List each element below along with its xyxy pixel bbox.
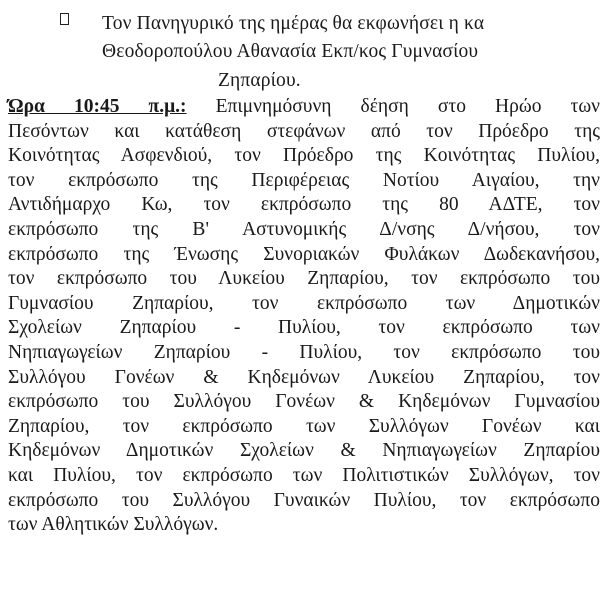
bullet-line-1: Τον Πανηγυρικό της ημέρας θα εκφωνήσει η κα — [102, 13, 485, 34]
time-label: Ώρα 10:45 π.μ.: — [8, 96, 187, 117]
paragraph-line: Κηδεμόνων Δημοτικών Σχολείων & Νηπιαγωγείων Ζηπαρίου — [8, 440, 600, 462]
paragraph-line: Γυμνασίου Ζηπαρίου, τον εκπρόσωπο των Δημοτικών — [8, 292, 600, 314]
paragraph-line: εκπρόσωπο του Συλλόγου Γυναικών Πυλίου, τον εκπρόσωπο — [8, 489, 600, 511]
paragraph-line: Κοινότητας Ασφενδιού, τον Πρόεδρο της Κοινότητας Πυλίου, — [8, 145, 600, 167]
paragraph-first-line-text: Επιμνημόσυνη δέηση στο Ηρώο των — [186, 96, 600, 117]
paragraph-line: τον εκπρόσωπο του Λυκείου Ζηπαρίου, τον εκπρόσωπο του — [8, 268, 600, 290]
paragraph-line: Πεσόντων και κατάθεση στεφάνων από τον Πρόεδρο της — [8, 120, 600, 142]
paragraph-line: τον εκπρόσωπο της Περιφέρειας Νοτίου Αιγαίου, την — [8, 169, 600, 191]
paragraph-last-line: των Αθλητικών Συλλόγων. — [8, 514, 219, 536]
paragraph-line: Συλλόγου Γονέων & Κηδεμόνων Λυκείου Ζηπαρίου, τον — [8, 366, 600, 388]
paragraph-first-line — [8, 95, 600, 120]
paragraph-line: και Πυλίου, τον εκπρόσωπο των Πολιτιστικών Συλλόγων, τον — [8, 464, 600, 486]
bullet-line-3: Ζηπαρίου. — [218, 70, 301, 91]
paragraph-line: Σχολείων Ζηπαρίου - Πυλίου, τον εκπρόσωπο των — [8, 317, 600, 339]
paragraph-line: Ζηπαρίου, τον εκπρόσωπο των Συλλόγων Γονέων και — [8, 415, 600, 437]
bullet-box-icon — [60, 13, 69, 25]
paragraph-line: Αντιδήμαρχο Κω, τον εκπρόσωπο της 80 ΑΔΤΕ, τον — [8, 194, 600, 216]
paragraph-line: εκπρόσωπο της Ένωσης Συνοριακών Φυλάκων Δωδεκανήσου, — [8, 243, 600, 265]
paragraph-line: εκπρόσωπο του Συλλόγου Γονέων & Κηδεμόνων Γυμνασίου — [8, 391, 600, 413]
paragraph-line: Νηπιαγωγείων Ζηπαρίου - Πυλίου, τον εκπρόσωπο του — [8, 341, 600, 363]
bullet-line-2: Θεοδοροπούλου Αθανασία Εκπ/κος Γυμνασίου — [102, 41, 479, 62]
paragraph-line: εκπρόσωπο της Β' Αστυνομικής Δ/νσης Δ/νήσου, τον — [8, 218, 600, 240]
ceremony-paragraph — [8, 95, 600, 538]
